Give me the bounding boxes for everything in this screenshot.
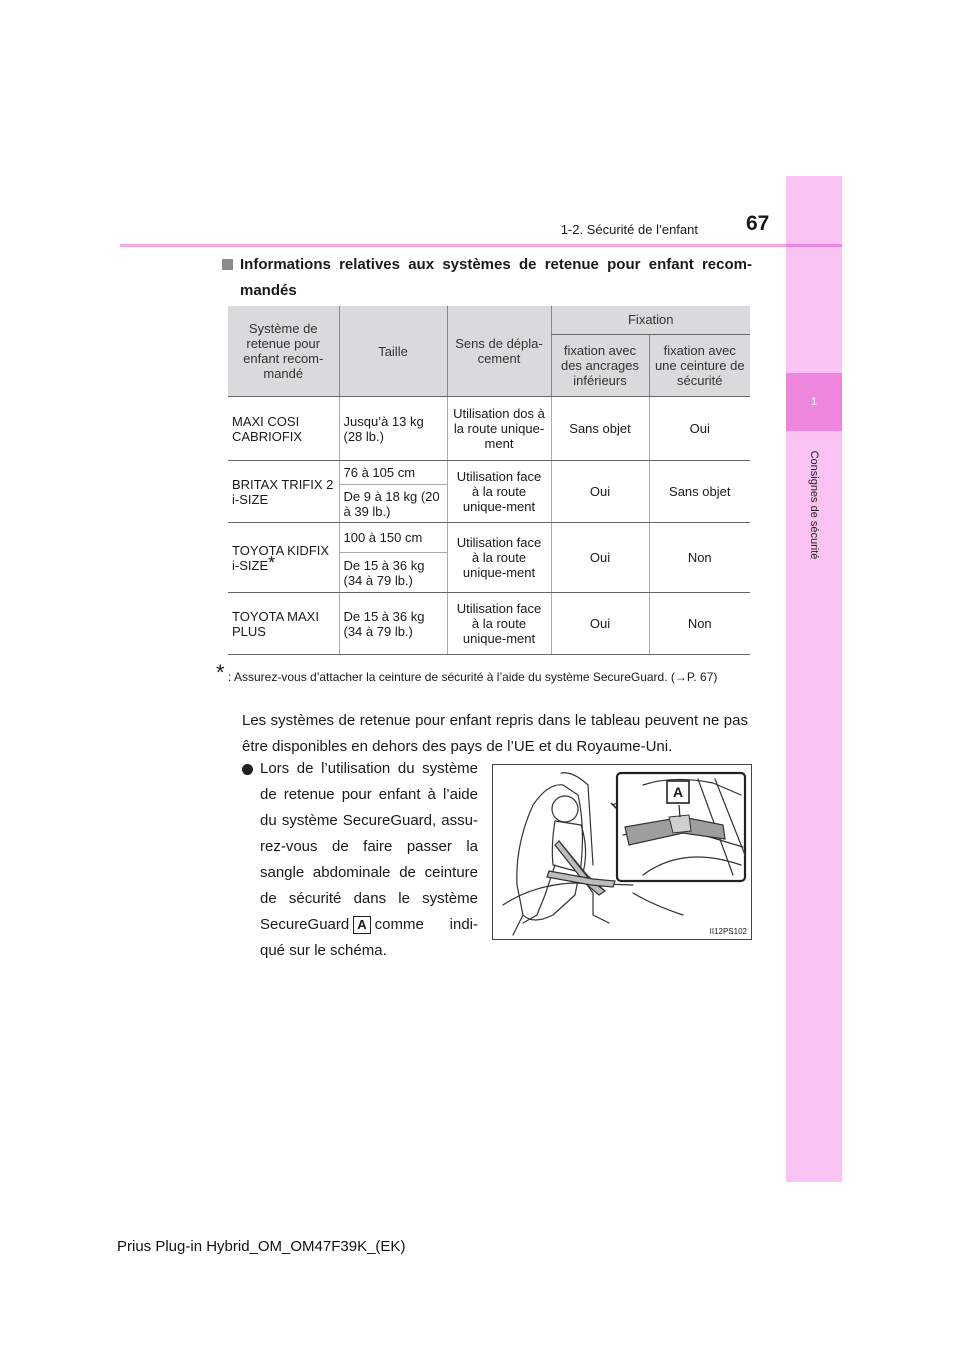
footnote-marker: * bbox=[268, 552, 276, 573]
cell-belt: Oui bbox=[649, 397, 750, 461]
system-name: TOYOTA KIDFIX i-SIZE bbox=[232, 542, 330, 573]
cell-belt: Non bbox=[649, 523, 750, 593]
cell-lower: Oui bbox=[551, 593, 649, 655]
section-heading bbox=[222, 252, 752, 304]
cell-size: Jusqu’à 13 kg (28 lb.) bbox=[339, 397, 447, 461]
footnote-marker: * bbox=[216, 660, 225, 685]
cell-system bbox=[228, 523, 339, 593]
side-tab bbox=[786, 176, 842, 1182]
instruction-text-start: Lors de l’utilisation du système de retenue pour enfant à l’aide du système SecureGuard, assu-rez-vous de faire passer la sangle abdominale de ceinture de sécurité dans le système SecureGuard bbox=[260, 760, 478, 933]
header-rule bbox=[120, 244, 786, 247]
cell-belt: Sans objet bbox=[649, 461, 750, 523]
table-row bbox=[228, 397, 750, 461]
header-seat-belt: fixation avec une ceinture de sécurité bbox=[649, 334, 750, 397]
cell-system: TOYOTA MAXI PLUS bbox=[228, 593, 339, 655]
figure-caption: II12PS102 bbox=[709, 927, 747, 936]
instruction-text-end: comme indi-qué sur le schéma. bbox=[260, 916, 478, 959]
child-restraint-table bbox=[228, 306, 750, 655]
square-bullet-icon bbox=[222, 259, 233, 270]
document-footer: Prius Plug-in Hybrid_OM_OM47F39K_(EK) bbox=[117, 1238, 406, 1255]
footnote bbox=[216, 660, 748, 686]
table-row bbox=[228, 523, 750, 553]
instruction-text bbox=[242, 756, 478, 964]
cell-direction: Utilisation face à la route unique-ment bbox=[447, 523, 551, 593]
header-lower-anchors: fixation avec des ancrages inférieurs bbox=[551, 334, 649, 397]
header-fixation: Fixation bbox=[551, 306, 750, 334]
figure-callout-a: A bbox=[672, 784, 684, 800]
cell-direction: Utilisation dos à la route unique-ment bbox=[447, 397, 551, 461]
cell-size: De 9 à 18 kg (20 à 39 lb.) bbox=[339, 485, 447, 523]
cell-system: MAXI COSI CABRIOFIX bbox=[228, 397, 339, 461]
table-row bbox=[228, 461, 750, 485]
cell-size: 100 à 150 cm bbox=[339, 523, 447, 553]
table-row bbox=[228, 593, 750, 655]
footnote-text: : Assurez-vous d’attacher la ceinture de sécurité à l’aide du système SecureGuard. (→P. 67) bbox=[228, 670, 718, 684]
side-tab-label: Consignes de sécurité bbox=[808, 450, 820, 560]
cell-lower: Oui bbox=[551, 461, 649, 523]
cell-size: 76 à 105 cm bbox=[339, 461, 447, 485]
cell-size: De 15 à 36 kg (34 à 79 lb.) bbox=[339, 553, 447, 593]
round-bullet-icon bbox=[242, 764, 253, 775]
cell-lower: Sans objet bbox=[551, 397, 649, 461]
secureguard-instruction bbox=[242, 756, 478, 964]
header-direction: Sens de dépla-cement bbox=[447, 306, 551, 397]
page-number: 67 bbox=[746, 212, 770, 235]
cell-size: De 15 à 36 kg (34 à 79 lb.) bbox=[339, 593, 447, 655]
cell-system: BRITAX TRIFIX 2 i-SIZE bbox=[228, 461, 339, 523]
callout-a-label: A bbox=[353, 916, 370, 934]
secureguard-illustration bbox=[492, 764, 752, 940]
header-system: Système de retenue pour enfant recom-mandé bbox=[228, 306, 339, 397]
cell-lower: Oui bbox=[551, 523, 649, 593]
heading-text: Informations relatives aux systèmes de retenue pour enfant recom-mandés bbox=[240, 256, 752, 299]
availability-note: Les systèmes de retenue pour enfant repris dans le tableau peuvent ne pas être disponibles en dehors des pays de l’UE et du Royaume-Uni. bbox=[242, 712, 748, 755]
header-rule-accent bbox=[786, 244, 842, 247]
cell-belt: Non bbox=[649, 593, 750, 655]
cell-direction: Utilisation face à la route unique-ment bbox=[447, 593, 551, 655]
cell-direction: Utilisation face à la route unique-ment bbox=[447, 461, 551, 523]
side-tab-number: 1 bbox=[786, 373, 842, 431]
header-size: Taille bbox=[339, 306, 447, 397]
child-seat-illustration bbox=[493, 765, 751, 939]
section-title: 1-2. Sécurité de l’enfant bbox=[560, 222, 698, 237]
